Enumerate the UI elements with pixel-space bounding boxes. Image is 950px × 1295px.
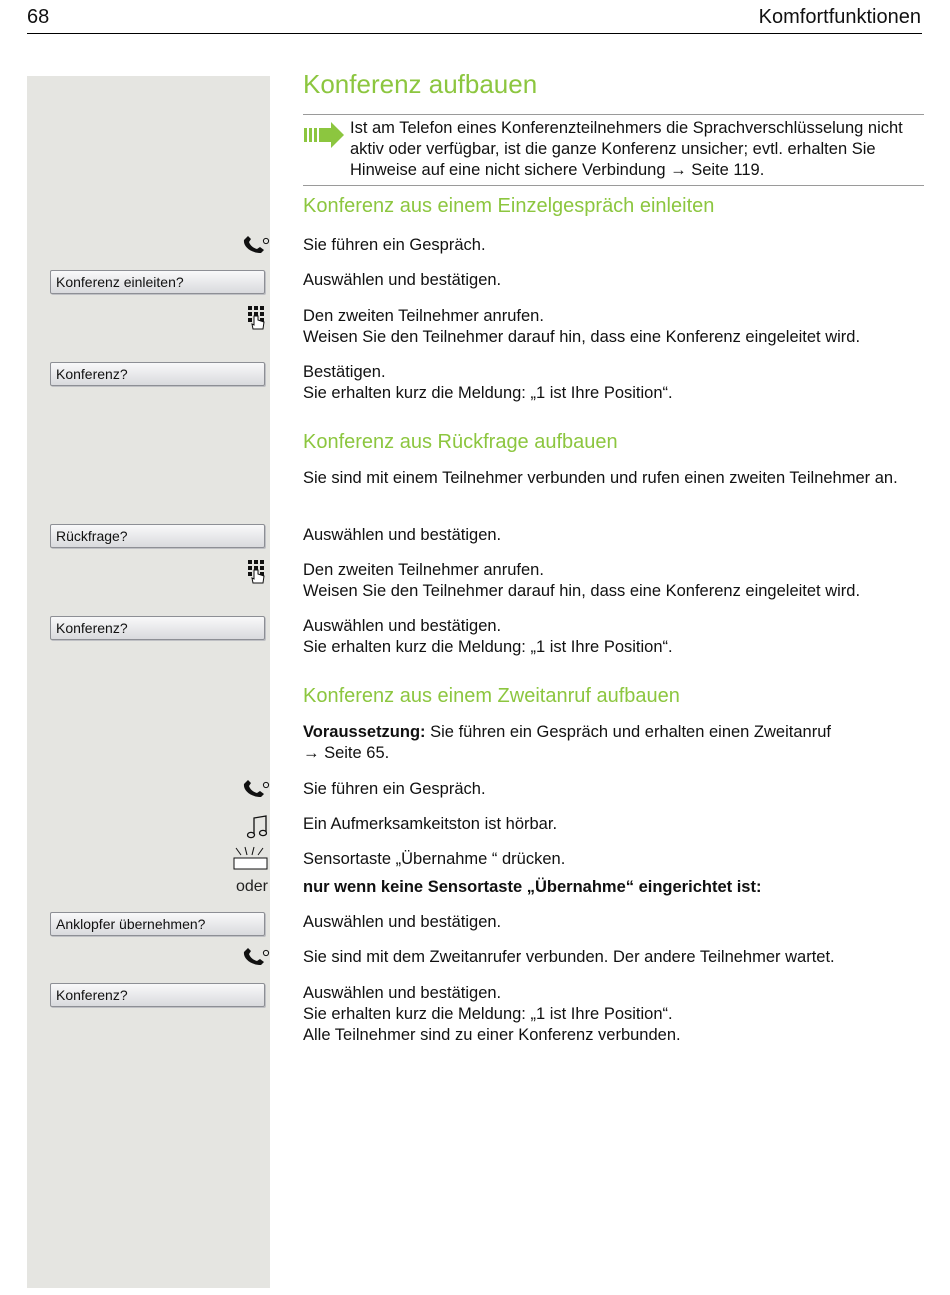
prereq-label: Voraussetzung: xyxy=(303,723,426,741)
prereq-text: Sie führen ein Gespräch und erhalten einen Zweitanruf xyxy=(425,723,831,741)
step-line: Auswählen und bestätigen. xyxy=(303,617,502,635)
step-text: Ein Aufmerksamkeitston ist hörbar. xyxy=(303,815,558,833)
step-text: nur wenn keine Sensortaste „Übernahme“ eingerichtet ist: xyxy=(303,878,762,896)
step-text: Auswählen und bestätigen. xyxy=(303,271,502,289)
step-line: Sie erhalten kurz die Meldung: „1 ist Ihre Position“. xyxy=(303,384,673,402)
note-top-rule xyxy=(303,114,924,115)
left-sidebar xyxy=(27,76,270,1288)
keypad-icon xyxy=(238,305,270,331)
handset-icon xyxy=(238,948,270,970)
konferenz-einleiten-button[interactable]: Konferenz einleiten? xyxy=(50,270,265,294)
step-line: Auswählen und bestätigen. xyxy=(303,984,502,1002)
page-reference: → Seite 65. xyxy=(303,744,390,762)
konferenz-button[interactable]: Konferenz? xyxy=(50,983,265,1007)
step-line: Alle Teilnehmer sind zu einer Konferenz verbunden. xyxy=(303,1026,681,1044)
section-heading-2: Konferenz aus Rückfrage aufbauen xyxy=(303,431,618,453)
step-text: Sie führen ein Gespräch. xyxy=(303,780,486,798)
step-line: Weisen Sie den Teilnehmer darauf hin, dass eine Konferenz eingeleitet wird. xyxy=(303,582,861,600)
or-label: oder xyxy=(235,878,268,895)
sensor-key-icon xyxy=(230,846,270,872)
note-bottom-rule xyxy=(303,185,924,186)
note-text: Ist am Telefon eines Konferenzteilnehmers die Sprachverschlüsselung nicht aktiv oder verfügbar, ist die ganze Konferenz unsicher; evtl. erhalten Sie Hinweise auf eine nicht sichere Verbindung → Seite 119. xyxy=(350,119,903,179)
step-text xyxy=(303,616,923,658)
handset-icon xyxy=(238,236,270,258)
step-text: Sie sind mit dem Zweitanrufer verbunden. Der andere Teilnehmer wartet. xyxy=(303,948,835,966)
prerequisite xyxy=(303,722,923,764)
keypad-icon xyxy=(238,559,270,585)
handset-icon xyxy=(238,780,270,802)
step-line: Den zweiten Teilnehmer anrufen. xyxy=(303,561,544,579)
step-text xyxy=(303,983,923,1046)
step-text: Sensortaste „Übernahme “ drücken. xyxy=(303,850,566,868)
step-text: Auswählen und bestätigen. xyxy=(303,913,502,931)
section-heading-3: Konferenz aus einem Zweitanruf aufbauen xyxy=(303,685,680,707)
header-divider xyxy=(27,33,922,34)
anklopfer-uebernehmen-button[interactable]: Anklopfer übernehmen? xyxy=(50,912,265,936)
step-text xyxy=(303,306,923,348)
konferenz-button[interactable]: Konferenz? xyxy=(50,362,265,386)
rueckfrage-button[interactable]: Rückfrage? xyxy=(50,524,265,548)
chapter-title: Komfortfunktionen xyxy=(758,6,921,28)
arrow-note-icon xyxy=(303,122,345,148)
konferenz-button[interactable]: Konferenz? xyxy=(50,616,265,640)
step-line: Sie erhalten kurz die Meldung: „1 ist Ihre Position“. xyxy=(303,1005,673,1023)
step-line: Den zweiten Teilnehmer anrufen. xyxy=(303,307,544,325)
page-title: Konferenz aufbauen xyxy=(303,69,538,99)
step-text xyxy=(303,560,923,602)
step-text: Auswählen und bestätigen. xyxy=(303,526,502,544)
step-line: Bestätigen. xyxy=(303,363,386,381)
step-text xyxy=(303,362,923,404)
step-line: Sie erhalten kurz die Meldung: „1 ist Ihre Position“. xyxy=(303,638,673,656)
page-number: 68 xyxy=(27,6,50,28)
step-line: Weisen Sie den Teilnehmer darauf hin, dass eine Konferenz eingeleitet wird. xyxy=(303,328,861,346)
music-note-icon xyxy=(238,814,270,840)
section-intro: Sie sind mit einem Teilnehmer verbunden und rufen einen zweiten Teilnehmer an. xyxy=(303,469,898,487)
section-heading-1: Konferenz aus einem Einzelgespräch einleiten xyxy=(303,195,715,217)
step-text: Sie führen ein Gespräch. xyxy=(303,236,486,254)
